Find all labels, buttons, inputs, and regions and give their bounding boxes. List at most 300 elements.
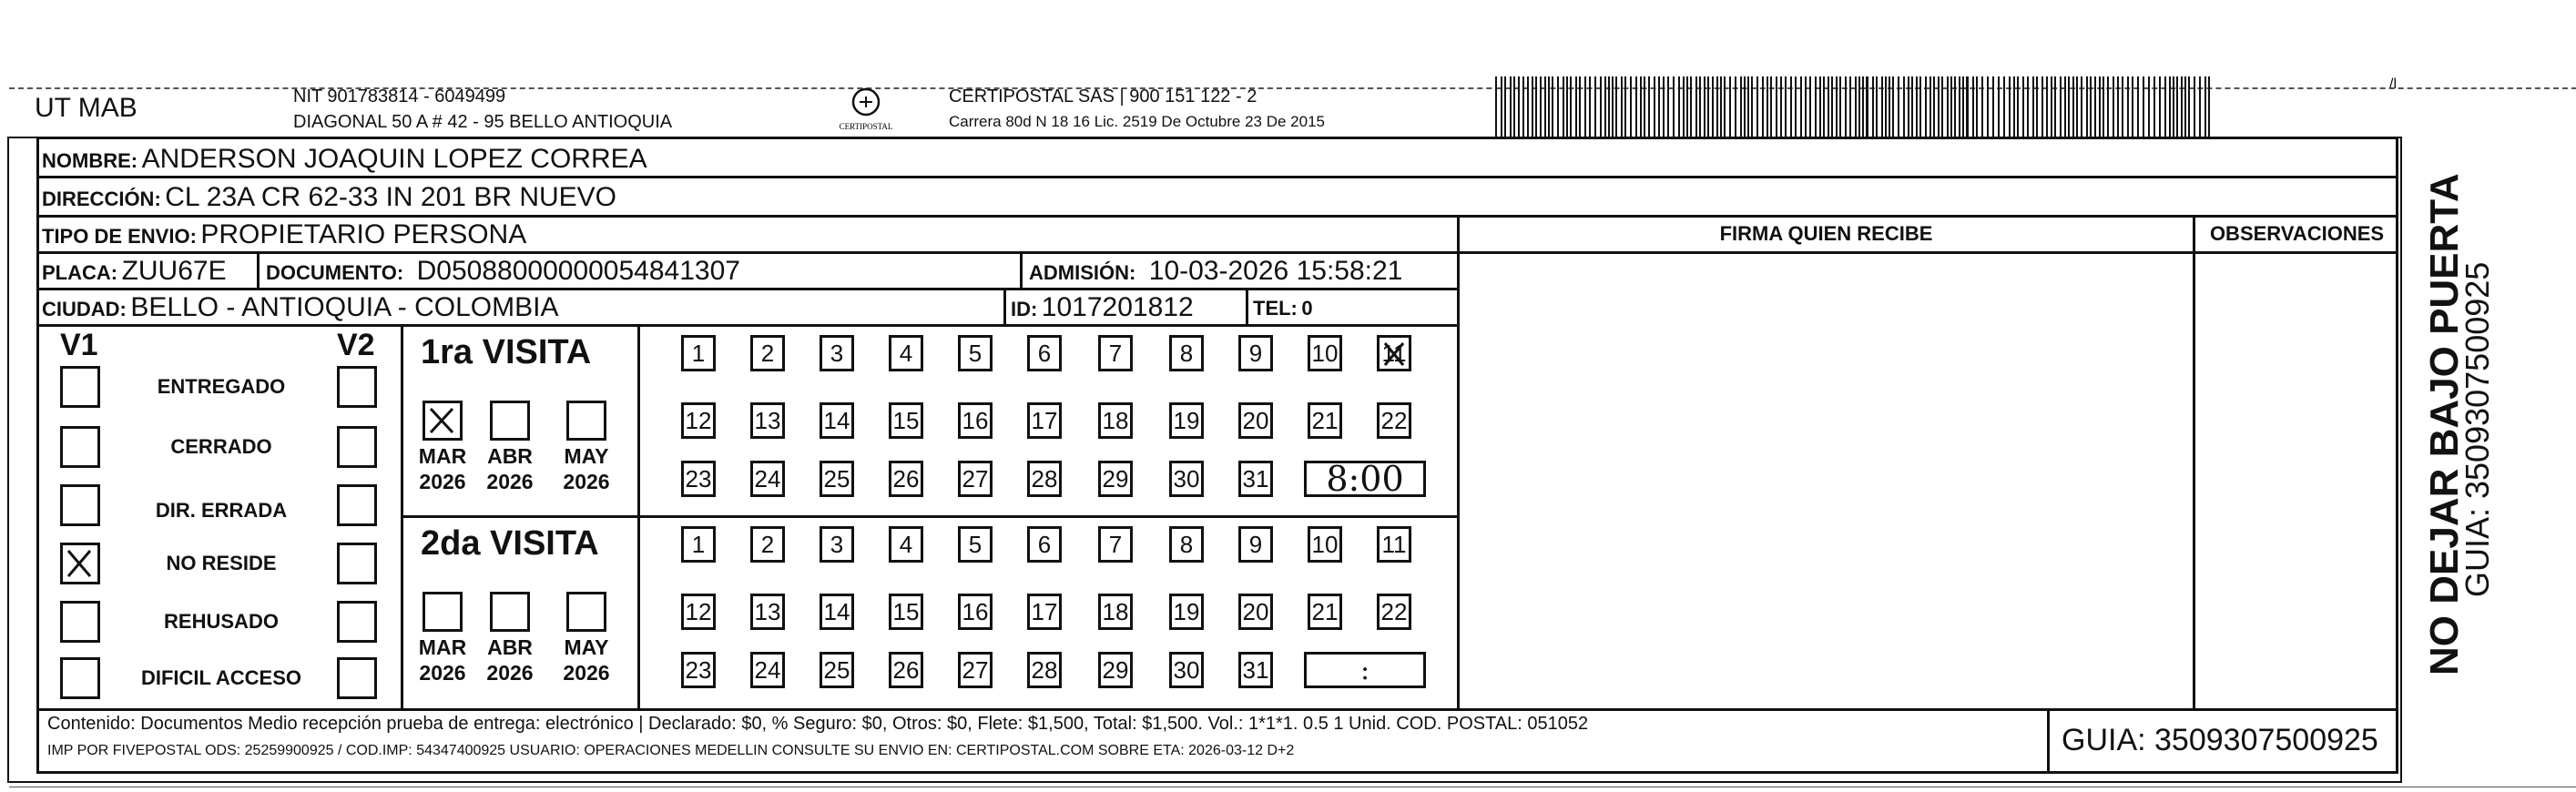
year-label: 2026 — [563, 661, 610, 685]
barcode-bar — [2081, 76, 2082, 138]
month-label: MAY — [564, 444, 609, 468]
barcode-bar — [1612, 76, 1614, 138]
barcode — [1495, 76, 2213, 138]
day-box[interactable]: 8 — [1169, 335, 1204, 371]
barcode-bar — [1729, 76, 1731, 138]
barcode-bar — [2148, 76, 2150, 138]
day-box[interactable]: 21 — [1308, 402, 1342, 439]
id-label: ID: — [1011, 298, 1038, 320]
month-checkbox[interactable] — [423, 401, 463, 441]
x-mark-icon — [63, 545, 97, 582]
logo-lettering: CERTIPOSTAL — [839, 122, 893, 131]
barcode-bar — [1959, 76, 1960, 138]
barcode-bar — [1624, 76, 1626, 138]
day-box[interactable]: 28 — [1027, 652, 1062, 688]
barcode-bar — [1518, 76, 1520, 138]
observaciones-header: OBSERVACIONES — [2209, 222, 2385, 245]
visit-title: 2da VISITA — [421, 524, 599, 563]
side-guia: GUIA: 3509307500925 — [2459, 261, 2496, 597]
barcode-bar — [1908, 76, 1909, 138]
day-box[interactable]: 17 — [1027, 402, 1062, 439]
row-divider — [36, 708, 2398, 711]
barcode-bar — [2090, 76, 2092, 138]
barcode-bar — [2064, 76, 2066, 138]
v2-checkbox[interactable] — [337, 657, 377, 699]
v2-checkbox[interactable] — [337, 543, 377, 584]
barcode-bar — [1881, 76, 1883, 138]
month-checkbox[interactable] — [566, 401, 606, 441]
barcode-bar — [1981, 76, 1983, 138]
barcode-bar — [1966, 76, 1969, 138]
v1-checkbox[interactable] — [60, 484, 100, 526]
barcode-bar — [1790, 76, 1792, 138]
day-box[interactable]: 8 — [1169, 526, 1204, 563]
barcode-bar — [1720, 76, 1722, 138]
day-box[interactable]: 26 — [889, 461, 923, 497]
barcode-bar — [1663, 76, 1665, 138]
v1-checkbox[interactable] — [60, 601, 100, 643]
barcode-bar — [1604, 76, 1606, 138]
day-box[interactable]: 5 — [958, 526, 993, 563]
barcode-bar — [1862, 76, 1864, 138]
status-label: DIFICIL ACCESO — [140, 666, 301, 689]
day-box[interactable]: 31 — [1238, 652, 1273, 688]
barcode-bar — [2153, 76, 2155, 138]
barcode-bar — [1911, 76, 1913, 138]
day-box[interactable]: 11 — [1377, 335, 1411, 371]
row-divider — [36, 215, 2398, 218]
day-box[interactable]: 22 — [1377, 402, 1411, 439]
barcode-bar — [1535, 76, 1537, 138]
barcode-bar — [2122, 76, 2123, 138]
firma-signature-area[interactable] — [1461, 251, 2192, 706]
year-label: 2026 — [563, 470, 610, 493]
day-box[interactable]: 14 — [820, 402, 854, 439]
tipo-label: TIPO DE ENVIO: — [42, 225, 197, 248]
barcode-bar — [1640, 76, 1642, 138]
v1-checkbox[interactable] — [60, 426, 100, 468]
barcode-bar — [2159, 76, 2161, 138]
barcode-bar — [1724, 76, 1726, 138]
day-box[interactable]: 18 — [1098, 594, 1133, 630]
barcode-bar — [1925, 76, 1927, 138]
barcode-bar — [1630, 76, 1632, 138]
barcode-bar — [1770, 76, 1772, 138]
carrier-name: CERTIPOSTAL SAS | 900 151 122 - 2 — [949, 86, 1257, 107]
barcode-bar — [2086, 76, 2088, 138]
barcode-bar — [1839, 76, 1841, 138]
time-box[interactable]: 8:00 — [1304, 461, 1426, 497]
day-box[interactable]: 2 — [750, 335, 785, 371]
v1-checkbox[interactable] — [60, 657, 100, 699]
day-box[interactable]: 3 — [820, 335, 854, 371]
barcode-bar — [1501, 76, 1502, 138]
day-box[interactable]: 20 — [1238, 402, 1273, 439]
barcode-bar — [1929, 76, 1931, 138]
barcode-bar — [1819, 76, 1821, 138]
barcode-bar — [1532, 76, 1533, 138]
barcode-bar — [2127, 76, 2129, 138]
nombre-row — [42, 144, 647, 175]
barcode-bar — [1544, 76, 1546, 138]
cell-divider — [1003, 288, 1006, 324]
barcode-bar — [1828, 76, 1829, 138]
documento-label: DOCUMENTO: — [266, 261, 404, 284]
v2-checkbox[interactable] — [337, 601, 377, 643]
day-box[interactable]: 3 — [820, 526, 854, 563]
barcode-bar — [1615, 76, 1617, 138]
barcode-bar — [1889, 76, 1890, 138]
barcode-bar — [2113, 76, 2114, 138]
barcode-bar — [1831, 76, 1833, 138]
x-mark-icon — [425, 403, 460, 438]
barcode-bar — [1504, 76, 1506, 138]
day-box[interactable]: 9 — [1238, 526, 1273, 563]
barcode-bar — [1552, 76, 1553, 138]
month-checkbox[interactable] — [566, 592, 606, 632]
barcode-bar — [2194, 76, 2195, 138]
barcode-bar — [2143, 76, 2144, 138]
barcode-bar — [2009, 76, 2011, 138]
barcode-bar — [1876, 76, 1878, 138]
day-box[interactable]: 24 — [750, 652, 785, 688]
sender-address: DIAGONAL 50 A # 42 - 95 BELLO ANTIOQUIA — [293, 112, 673, 132]
barcode-bar — [1919, 76, 1921, 138]
month-checkbox[interactable] — [423, 592, 463, 632]
ciudad-value: BELLO - ANTIOQUIA - COLOMBIA — [130, 292, 559, 322]
day-box[interactable]: 5 — [958, 335, 993, 371]
nombre-value: ANDERSON JOAQUIN LOPEZ CORREA — [141, 144, 647, 174]
v2-checkbox[interactable] — [337, 484, 377, 526]
month-checkbox[interactable] — [490, 401, 530, 441]
barcode-bar — [1815, 76, 1817, 138]
v2-checkbox[interactable] — [337, 366, 377, 408]
row-divider — [36, 176, 2398, 178]
barcode-bar — [1540, 76, 1542, 138]
carrier-logo — [834, 82, 898, 137]
day-box[interactable]: 1 — [681, 335, 716, 371]
barcode-bar — [2137, 76, 2139, 138]
barcode-bar — [1998, 76, 2000, 138]
barcode-bar — [2036, 76, 2038, 138]
barcode-bar — [1600, 76, 1602, 138]
barcode-bar — [1809, 76, 1811, 138]
barcode-bar — [1987, 76, 1989, 138]
barcode-bar — [2132, 76, 2133, 138]
barcode-bar — [2099, 76, 2101, 138]
barcode-bar — [2107, 76, 2109, 138]
day-box[interactable]: 4 — [889, 526, 923, 563]
barcode-bar — [1707, 76, 1709, 138]
barcode-bar — [1845, 76, 1847, 138]
corner-mark: /l — [2389, 76, 2397, 92]
row-divider — [36, 288, 1457, 290]
month-label: ABR — [487, 444, 533, 468]
cell-divider — [257, 251, 260, 288]
barcode-bar — [2173, 76, 2174, 138]
barcode-bar — [1747, 76, 1749, 138]
barcode-bar — [2181, 76, 2183, 138]
day-box[interactable]: 21 — [1308, 594, 1342, 630]
barcode-bar — [2176, 76, 2178, 138]
barcode-bar — [1836, 76, 1838, 138]
day-box[interactable]: 15 — [889, 402, 923, 439]
barcode-bar — [1866, 76, 1868, 138]
barcode-bar — [2199, 76, 2201, 138]
tel-label: TEL: — [1253, 297, 1298, 320]
barcode-bar — [2013, 76, 2015, 138]
barcode-bar — [1795, 76, 1797, 138]
barcode-bar — [1510, 76, 1512, 138]
barcode-bar — [1563, 76, 1564, 138]
barcode-bar — [1898, 76, 1899, 138]
day-box[interactable]: 27 — [958, 652, 993, 688]
barcode-bar — [2060, 76, 2062, 138]
cell-divider — [1246, 288, 1248, 324]
barcode-bar — [1756, 76, 1758, 138]
day-box[interactable]: 20 — [1238, 594, 1273, 630]
day-box[interactable]: 17 — [1027, 594, 1062, 630]
barcode-bar — [1735, 76, 1736, 138]
barcode-bar — [1695, 76, 1697, 138]
day-box[interactable]: 25 — [820, 652, 854, 688]
day-box[interactable]: 4 — [889, 335, 923, 371]
barcode-bar — [1522, 76, 1524, 138]
barcode-bar — [1621, 76, 1623, 138]
column-divider — [1457, 215, 1460, 708]
v2-checkbox[interactable] — [337, 426, 377, 468]
id-value: 1017201812 — [1041, 292, 1194, 322]
barcode-bar — [1716, 76, 1718, 138]
barcode-bar — [1570, 76, 1572, 138]
barcode-bar — [1690, 76, 1692, 138]
column-divider — [2193, 215, 2195, 708]
barcode-bar — [1527, 76, 1529, 138]
barcode-bar — [1947, 76, 1949, 138]
barcode-bar — [1579, 76, 1581, 138]
barcode-bar — [1972, 76, 1974, 138]
direccion-value: CL 23A CR 62-33 IN 201 BR NUEVO — [165, 182, 617, 212]
barcode-bar — [1933, 76, 1935, 138]
day-box[interactable]: 30 — [1169, 652, 1204, 688]
barcode-bar — [1800, 76, 1802, 138]
year-label: 2026 — [486, 470, 534, 493]
direccion-row — [42, 182, 616, 213]
barcode-bar — [1654, 76, 1655, 138]
time-box[interactable]: : — [1304, 652, 1426, 688]
day-box[interactable]: 31 — [1238, 461, 1273, 497]
ciudad-cell — [42, 292, 558, 323]
barcode-bar — [1566, 76, 1568, 138]
barcode-bar — [1584, 76, 1586, 138]
month-checkbox[interactable] — [490, 592, 530, 632]
barcode-bar — [2103, 76, 2104, 138]
day-box[interactable]: 22 — [1377, 594, 1411, 630]
barcode-bar — [1740, 76, 1742, 138]
month-label: MAR — [418, 444, 467, 468]
barcode-bar — [1712, 76, 1714, 138]
v1-checkbox[interactable] — [60, 366, 100, 408]
day-box[interactable]: 12 — [681, 594, 716, 630]
barcode-bar — [1941, 76, 1943, 138]
barcode-bar — [1916, 76, 1918, 138]
sender-nit: NIT 901783814 - 6049499 — [293, 86, 506, 107]
barcode-bar — [1767, 76, 1768, 138]
nombre-label: NOMBRE: — [42, 149, 138, 172]
barcode-bar — [1673, 76, 1675, 138]
year-label: 2026 — [486, 661, 534, 685]
day-box[interactable]: 9 — [1238, 335, 1273, 371]
barcode-bar — [1780, 76, 1782, 138]
admision-value: 10-03-2026 15:58:21 — [1148, 256, 1403, 286]
day-box[interactable]: 12 — [681, 402, 716, 439]
day-box[interactable]: 7 — [1098, 526, 1133, 563]
v1-checkbox[interactable] — [60, 543, 100, 584]
barcode-bar — [1644, 76, 1645, 138]
status-label: NO RESIDE — [166, 552, 277, 574]
day-box[interactable]: 13 — [750, 402, 785, 439]
barcode-bar — [1976, 76, 1978, 138]
day-box[interactable]: 28 — [1027, 461, 1062, 497]
day-box[interactable]: 16 — [958, 402, 993, 439]
barcode-bar — [1635, 76, 1637, 138]
observaciones-area[interactable] — [2196, 251, 2397, 706]
day-box[interactable]: 19 — [1169, 594, 1204, 630]
barcode-bar — [2076, 76, 2078, 138]
day-box[interactable]: 26 — [889, 652, 923, 688]
barcode-bar — [2164, 76, 2166, 138]
barcode-bar — [2032, 76, 2034, 138]
barcode-bar — [1699, 76, 1701, 138]
barcode-bar — [1594, 76, 1596, 138]
barcode-bar — [1858, 76, 1860, 138]
footer-guia: GUIA: 3509307500925 — [2062, 723, 2378, 757]
barcode-bar — [1575, 76, 1577, 138]
barcode-bar — [2017, 76, 2019, 138]
v2-header: V2 — [337, 328, 375, 362]
sender-name: UT MAB — [35, 93, 137, 123]
day-box[interactable]: 7 — [1098, 335, 1133, 371]
barcode-bar — [2003, 76, 2005, 138]
status-label: DIR. ERRADA — [155, 499, 288, 522]
barcode-bar — [1667, 76, 1669, 138]
firma-header: FIRMA QUIEN RECIBE — [1719, 222, 1933, 245]
day-box[interactable]: 13 — [750, 594, 785, 630]
documento-value: D05088000000054841307 — [416, 256, 740, 286]
barcode-bar — [1885, 76, 1887, 138]
side-notice: NO DEJAR BAJO PUERTA — [2422, 173, 2467, 675]
status-label: ENTREGADO — [157, 375, 286, 398]
month-label: MAY — [564, 635, 609, 659]
day-box[interactable]: 29 — [1098, 461, 1133, 497]
year-label: 2026 — [419, 470, 466, 493]
tel-value: 0 — [1301, 297, 1313, 320]
day-box[interactable]: 18 — [1098, 402, 1133, 439]
barcode-bar — [2169, 76, 2171, 138]
barcode-bar — [2027, 76, 2029, 138]
barcode-bar — [1855, 76, 1857, 138]
barcode-bar — [1548, 76, 1550, 138]
footer-print-line: IMP POR FIVEPOSTAL ODS: 25259900925 / COD.IMP: 54347400925 USUARIO: OPERACIONES MEDELLIN CONSULTE SU ENVIO EN: CERTIPOSTAL.COM SOBRE ETA: 2026-03-12 D+2 — [47, 743, 1295, 758]
day-box[interactable]: 14 — [820, 594, 854, 630]
barcode-bar — [1805, 76, 1807, 138]
day-box[interactable]: 23 — [681, 652, 716, 688]
day-box[interactable]: 15 — [889, 594, 923, 630]
barcode-bar — [1954, 76, 1956, 138]
barcode-bar — [1744, 76, 1746, 138]
barcode-bar — [1992, 76, 1994, 138]
day-cross-icon — [1380, 338, 1410, 371]
barcode-bar — [2022, 76, 2024, 138]
barcode-bar — [1589, 76, 1591, 138]
day-box[interactable]: 6 — [1027, 335, 1062, 371]
day-box[interactable]: 27 — [958, 461, 993, 497]
visit-title: 1ra VISITA — [421, 333, 592, 371]
barcode-bar — [1849, 76, 1851, 138]
barcode-bar — [2072, 76, 2074, 138]
barcode-bar — [2051, 76, 2052, 138]
barcode-bar — [2041, 76, 2043, 138]
day-box[interactable]: 29 — [1098, 652, 1133, 688]
day-box[interactable]: 23 — [681, 461, 716, 497]
day-box[interactable]: 6 — [1027, 526, 1062, 563]
barcode-bar — [1762, 76, 1764, 138]
barcode-bar — [1751, 76, 1753, 138]
status-label: CERRADO — [170, 435, 272, 458]
barcode-bar — [1608, 76, 1610, 138]
day-box[interactable]: 10 — [1308, 335, 1342, 371]
barcode-bar — [1648, 76, 1650, 138]
day-box[interactable]: 16 — [958, 594, 993, 630]
placa-value: ZUU67E — [121, 256, 227, 286]
footer-content-line: Contenido: Documentos Medio recepción prueba de entrega: electrónico | Declarado: $0, % Seguro: $0, Otros: $0, Flete: $1,500, Total: $1,500. Vol.: 1*1*1. 0.5 1 Unid. COD. POSTAL: 051052 — [47, 714, 1589, 734]
barcode-bar — [2188, 76, 2190, 138]
barcode-bar — [1872, 76, 1874, 138]
day-box[interactable]: 10 — [1308, 526, 1342, 563]
barcode-bar — [1704, 76, 1705, 138]
admision-label: ADMISIÓN: — [1029, 261, 1136, 284]
barcode-bar — [1686, 76, 1688, 138]
barcode-bar — [1557, 76, 1559, 138]
placa-label: PLACA: — [42, 261, 118, 284]
barcode-bar — [2068, 76, 2070, 138]
barcode-bar — [2094, 76, 2096, 138]
barcode-bar — [1683, 76, 1685, 138]
status-label: REHUSADO — [164, 610, 279, 633]
barcode-bar — [2208, 76, 2210, 138]
month-label: MAR — [418, 635, 467, 659]
day-box[interactable]: 19 — [1169, 402, 1204, 439]
barcode-bar — [1950, 76, 1952, 138]
barcode-bar — [2204, 76, 2206, 138]
barcode-bar — [1658, 76, 1660, 138]
day-box[interactable]: 25 — [820, 461, 854, 497]
day-box[interactable]: 24 — [750, 461, 785, 497]
tipo-value: PROPIETARIO PERSONA — [200, 219, 527, 249]
visit-divider — [401, 515, 1457, 518]
admision-cell — [1029, 256, 1402, 287]
barcode-bar — [1513, 76, 1515, 138]
carrier-address: Carrera 80d N 18 16 Lic. 2519 De Octubre 23 De 2015 — [949, 113, 1325, 130]
barcode-bar — [1785, 76, 1787, 138]
day-box[interactable]: 11 — [1377, 526, 1411, 563]
tel-cell — [1253, 297, 1313, 320]
day-box[interactable]: 1 — [681, 526, 716, 563]
day-box[interactable]: 2 — [750, 526, 785, 563]
day-box[interactable]: 30 — [1169, 461, 1204, 497]
barcode-bar — [1892, 76, 1894, 138]
placa-cell — [42, 256, 227, 287]
